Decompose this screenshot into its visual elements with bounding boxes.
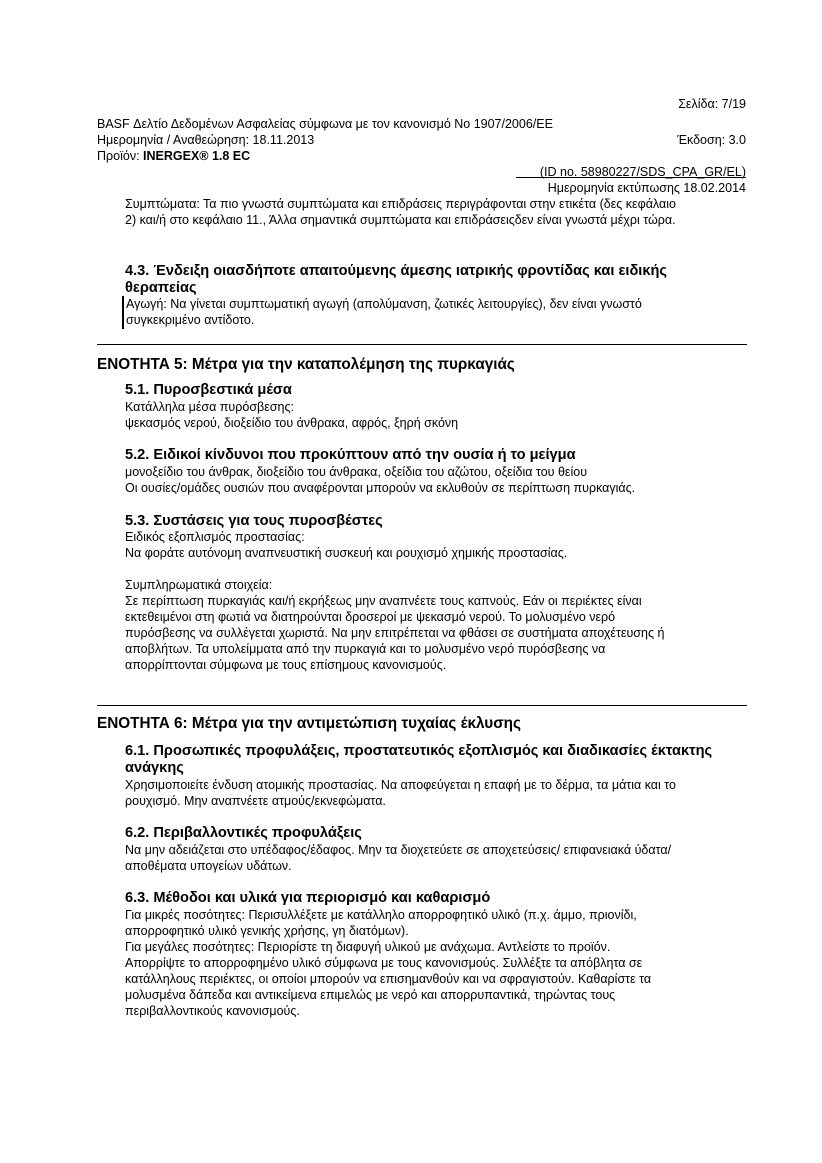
s62-line-2: αποθέματα υπογείων υδάτων. — [125, 859, 292, 873]
heading-5-3: 5.3. Συστάσεις για τους πυροσβέστες — [125, 513, 383, 529]
symptoms-line-1: Συμπτώματα: Τα πιο γνωστά συμπτώματα και επιδράσεις περιγράφονται στην ετικέτα (δες κεφάλαιο — [125, 197, 676, 211]
edition: Έκδοση: 3.0 — [677, 133, 746, 147]
heading-6-1-line-2: ανάγκης — [125, 760, 184, 776]
s53-para-1: Σε περίπτωση πυρκαγιάς και/ή εκρήξεως μην αναπνέετε τους καπνούς. Εάν οι περιέκτες είναι — [125, 594, 642, 608]
s63-line-6: μολυσμένα δάπεδα και αντικείμενα επιμελώς με νερό και απορρυπαντικά, τηρώντας τους — [125, 988, 616, 1002]
s51-line-2: ψεκασμός νερού, διοξείδιο του άνθρακα, αφρός, ξηρή σκόνη — [125, 416, 459, 430]
heading-5-2: 5.2. Ειδικοί κίνδυνοι που προκύπτουν από την ουσία ή το μείγμα — [125, 447, 576, 463]
heading-4-3-line-1: 4.3. Ένδειξη οιασδήποτε απαιτούμενης άμεσης ιατρικής φροντίδας και ειδικής — [125, 263, 668, 279]
treatment-line-1: Αγωγή: Να γίνεται συμπτωματική αγωγή (απολύμανση, ζωτικές λειτουργίες), δεν είναι γνωστό — [126, 297, 642, 311]
s63-line-2: απορροφητικό υλικό γενικής χρήσης, γη διατόμων). — [125, 924, 409, 938]
s53-para-3: πυρόσβεσης να συλλέγεται χωριστά. Να μην επιτρέπεται να φθάσει σε συστήματα αποχέτευσης ή — [125, 626, 665, 640]
change-bar — [122, 296, 124, 329]
s51-line-1: Κατάλληλα μέσα πυρόσβεσης: — [125, 400, 294, 414]
s63-line-7: περιβαλλοντικούς κανονισμούς. — [125, 1004, 300, 1018]
s61-line-2: ρουχισμό. Μην αναπνέετε ατμούς/εκνεφώματα. — [125, 794, 386, 808]
s53-supplementary-label: Συμπληρωματικά στοιχεία: — [125, 578, 273, 592]
section-6-rule — [97, 705, 747, 706]
s63-line-5: κατάλληλους περιέκτες, οι οποίοι μπορούν να επισημανθούν και να σφραγιστούν. Καθαρίστε τα — [125, 972, 652, 986]
id-number: (ID no. 58980227/SDS_CPA_GR/EL) — [539, 165, 746, 179]
print-date: Ημερομηνία εκτύπωσης 18.02.2014 — [547, 181, 746, 195]
s53-line-2: Να φοράτε αυτόνομη αναπνευστική συσκευή και ρουχισμό χημικής προστασίας. — [125, 546, 568, 560]
page-number: Σελίδα: 7/19 — [678, 97, 746, 111]
revision-date: Ημερομηνία / Αναθεώρηση: 18.11.2013 — [97, 133, 315, 147]
treatment-line-2: συγκεκριμένο αντίδοτο. — [126, 313, 255, 327]
s53-para-5: απορρίπτονται σύμφωνα με τους επίσημους κανονισμούς. — [125, 658, 447, 672]
symptoms-line-2: 2) και/ή στο κεφάλαιο 11., Άλλα σημαντικά συμπτώματα και επιδράσειςδεν είναι γνωστά μέχρι τώρα. — [125, 213, 676, 227]
product-name: INERGEX® 1.8 EC — [143, 149, 251, 163]
s52-line-1: μονοξείδιο του άνθρακ, διοξείδιο του άνθρακα, οξείδια του αζώτου, οξείδια του θείου — [125, 465, 588, 479]
s63-line-4: Απορρίψτε το απορροφημένο υλικό σύμφωνα με τους κανονισμούς. Συλλέξτε τα απόβλητα σε — [125, 956, 643, 970]
heading-4-3-line-2: θεραπείας — [125, 280, 197, 296]
s61-line-1: Χρησιμοποιείτε ένδυση ατομικής προστασίας. Να αποφεύγεται η επαφή με το δέρμα, τα μάτια και το — [125, 778, 676, 792]
heading-6-1-line-1: 6.1. Προσωπικές προφυλάξεις, προστατευτικός εξοπλισμός και διαδικασίες έκτακτης — [125, 743, 713, 759]
heading-5-1: 5.1. Πυροσβεστικά μέσα — [125, 382, 292, 398]
heading-6-3: 6.3. Μέθοδοι και υλικά για περιορισμό και καθαρισμό — [125, 890, 491, 906]
section-6-title: ΕΝΟΤΗΤΑ 6: Μέτρα για την αντιμετώπιση τυχαίας έκλυσης — [97, 715, 521, 732]
section-5-rule — [97, 344, 747, 345]
heading-6-2: 6.2. Περιβαλλοντικές προφυλάξεις — [125, 825, 362, 841]
header-rule — [516, 177, 746, 178]
s52-line-2: Οι ουσίες/ομάδες ουσιών που αναφέρονται μπορούν να εκλυθούν σε περίπτωση πυρκαγιάς. — [125, 481, 636, 495]
s53-para-4: αποβλήτων. Τα υπολείμματα από την πυρκαγιά και το μολυσμένο νερό πυρόσβεσης να — [125, 642, 606, 656]
section-5-title: ΕΝΟΤΗΤΑ 5: Μέτρα για την καταπολέμηση της πυρκαγιάς — [97, 356, 515, 373]
product-line — [97, 148, 250, 164]
s63-line-3: Για μεγάλες ποσότητες: Περιορίστε τη διαφυγή υλικού με ανάχωμα. Αντλείστε το προϊόν. — [125, 940, 611, 954]
s62-line-1: Να μην αδειάζεται στο υπέδαφος/έδαφος. Μην τα διοχετεύετε σε αποχετεύσεις/ επιφανειακά ύδατα/ — [125, 843, 672, 857]
product-label: Προϊόν: — [97, 149, 144, 163]
s53-para-2: εκτεθειμένοι στη φωτιά να διατηρούνται δροσεροί με ψεκασμό νερού. Το μολυσμένο νερό — [125, 610, 616, 624]
s63-line-1: Για μικρές ποσότητες: Περισυλλέξετε με κατάλληλο απορροφητικό υλικό (π.χ. άμμο, πριονίδι, — [125, 908, 637, 922]
s53-line-1: Ειδικός εξοπλισμός προστασίας: — [125, 530, 305, 544]
document-title: BASF Δελτίο Δεδομένων Ασφαλείας σύμφωνα με τον κανονισμό Νο 1907/2006/ΕΕ — [97, 117, 553, 131]
